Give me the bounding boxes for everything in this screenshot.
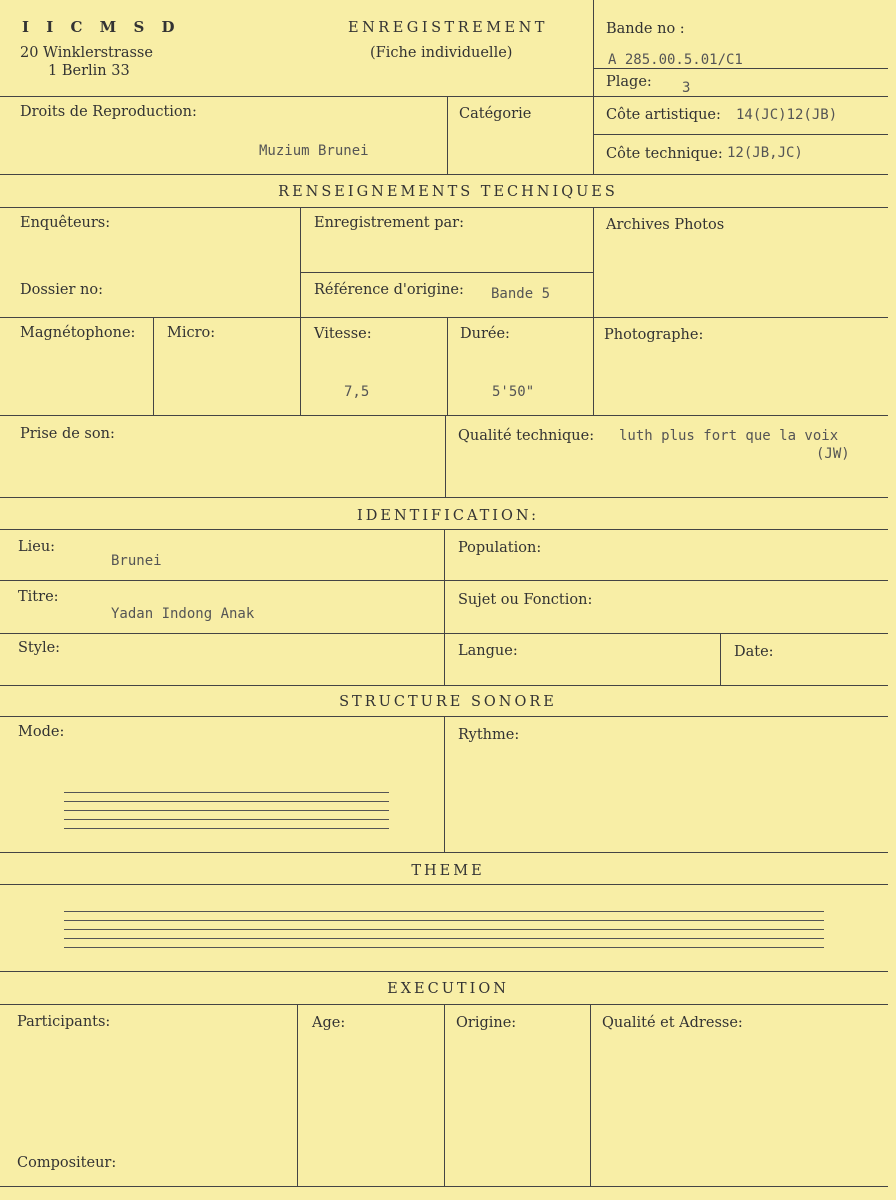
dossier-label: Dossier no:	[20, 282, 103, 298]
age-label: Age:	[312, 1015, 346, 1031]
lieu-label: Lieu:	[18, 539, 56, 555]
rule-form-bottom	[0, 1186, 888, 1187]
rule-style-bottom	[0, 685, 888, 686]
duree-value: 5'50"	[492, 384, 535, 400]
compositeur-label: Compositeur:	[17, 1155, 117, 1171]
titre-label: Titre:	[18, 589, 59, 605]
qualite-technique-label: Qualité technique:	[458, 428, 595, 444]
vrule-age	[297, 1004, 298, 1186]
vrule-categorie	[447, 96, 448, 174]
rule-theme-title	[0, 884, 888, 885]
section-technique-title: RENSEIGNEMENTS TECHNIQUES	[278, 184, 618, 200]
vrule-qualite-adresse	[590, 1004, 591, 1186]
titre-value: Yadan Indong Anak	[111, 606, 255, 622]
vitesse-label: Vitesse:	[314, 326, 372, 342]
enqueteurs-label: Enquêteurs:	[20, 215, 111, 231]
section-identification-title: IDENTIFICATION:	[357, 508, 539, 524]
form-title: ENREGISTREMENT	[348, 20, 548, 36]
photographe-label: Photographe:	[604, 327, 704, 343]
rule-dossier-bottom	[0, 317, 888, 318]
vrule-qualite	[445, 415, 446, 497]
cote-artistique-label: Côte artistique:	[606, 107, 721, 123]
rule-bande	[593, 68, 888, 69]
org-logo: I I C M S D	[22, 18, 181, 36]
rule-mode-bottom	[0, 852, 888, 853]
enregistrement-par-label: Enregistrement par:	[314, 215, 464, 231]
rule-tech-title	[0, 207, 888, 208]
address-line-2: 1 Berlin 33	[48, 63, 130, 79]
rule-cote	[593, 134, 888, 135]
plage-label: Plage:	[606, 74, 652, 90]
vrule-rythme	[444, 716, 445, 852]
vrule-ident	[444, 529, 445, 685]
address-line-1: 20 Winklerstrasse	[20, 45, 153, 61]
section-theme-title: THEME	[411, 863, 485, 879]
mode-label: Mode:	[18, 724, 65, 740]
section-execution-title: EXECUTION	[387, 981, 509, 997]
bande-value: A 285.00.5.01/C1	[608, 52, 743, 68]
qualite-technique-value: luth plus fort que la voix	[619, 428, 839, 444]
categorie-label: Catégorie	[459, 106, 532, 122]
section-structure-title: STRUCTURE SONORE	[339, 694, 557, 710]
participants-label: Participants:	[17, 1014, 111, 1030]
magnetophone-label: Magnétophone:	[20, 325, 136, 341]
vrule-tech-2	[593, 207, 594, 415]
vitesse-value: 7,5	[344, 384, 370, 400]
micro-label: Micro:	[167, 325, 216, 341]
vrule-origine	[444, 1004, 445, 1186]
population-label: Population:	[458, 540, 542, 556]
vrule-micro	[153, 317, 154, 415]
lieu-value: Brunei	[111, 553, 162, 569]
reference-value: Bande 5	[491, 286, 551, 302]
vrule-tech-1	[300, 207, 301, 415]
droits-value: Muzium Brunei	[259, 143, 369, 159]
rythme-label: Rythme:	[458, 727, 520, 743]
reference-label: Référence d'origine:	[314, 282, 464, 298]
vrule-duree	[447, 317, 448, 415]
plage-value: 3	[682, 80, 691, 96]
prise-de-son-label: Prise de son:	[20, 426, 115, 442]
archives-photos-label: Archives Photos	[606, 217, 725, 233]
cote-artistique-value: 14(JC)12(JB)	[736, 107, 838, 123]
date-label: Date:	[734, 644, 774, 660]
vrule-date	[720, 633, 721, 685]
sujet-label: Sujet ou Fonction:	[458, 592, 593, 608]
droits-label: Droits de Reproduction:	[20, 104, 197, 120]
rule-enregistrement	[300, 272, 593, 273]
cote-technique-value: 12(JB,JC)	[727, 145, 803, 161]
rule-rights-bottom	[0, 174, 888, 175]
vrule-header-right	[593, 0, 594, 174]
style-label: Style:	[18, 640, 61, 656]
form-subtitle: (Fiche individuelle)	[370, 45, 513, 61]
bande-label: Bande no :	[606, 21, 685, 37]
rule-header-bottom	[0, 96, 888, 97]
qualite-adresse-label: Qualité et Adresse:	[602, 1015, 743, 1031]
qualite-technique-value-2: (JW)	[816, 446, 850, 462]
langue-label: Langue:	[458, 643, 518, 659]
rule-vitesse-bottom	[0, 415, 888, 416]
duree-label: Durée:	[460, 326, 510, 342]
rule-theme-bottom	[0, 971, 888, 972]
origine-label: Origine:	[456, 1015, 517, 1031]
rule-prise-bottom	[0, 497, 888, 498]
cote-technique-label: Côte technique:	[606, 146, 723, 162]
